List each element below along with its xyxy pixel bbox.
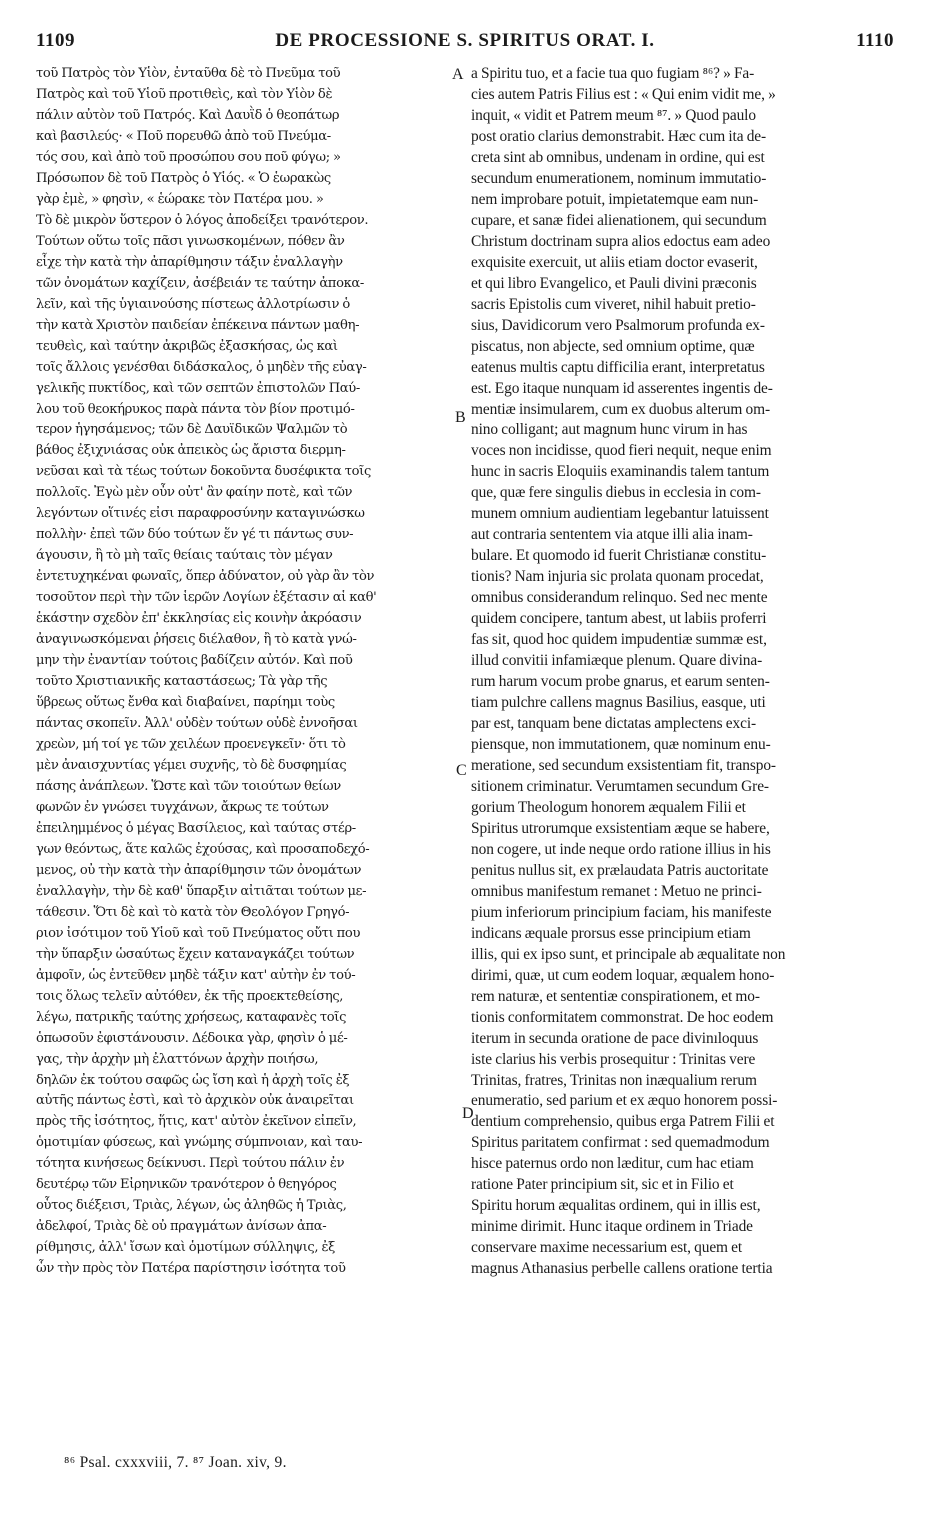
latin-text-line: illud convitii infamiæque plenum. Quare divina- — [471, 652, 763, 670]
latin-text-line: penitus nullus sit, ex prælaudata Patris auctoritate — [471, 861, 769, 879]
latin-text-line: non cogere, ut inde neque ordo ratione illius in his — [471, 840, 771, 858]
greek-text-line: ἐντετυχηκέναι φωναῖς, ὅπερ ἀδύνατον, οὐ γὰρ ἂν τὸν — [36, 569, 375, 585]
latin-text-line: enumeratio, sed parium et ex æquo honorem possi- — [471, 1092, 778, 1110]
greek-text-line: τοῖς ἄλλοις γενέσθαι διδάσκαλος, ὁ μηδὲν τῆς εὐαγ- — [36, 359, 367, 375]
margin-marker-d: D — [462, 1105, 474, 1122]
latin-text-line: que, quæ fere singulis diebus in ecclesia in com- — [471, 484, 761, 502]
latin-text-line: mentiæ insimularem, cum ex duobus alterum om- — [471, 400, 770, 418]
greek-text-column — [36, 64, 463, 1280]
greek-text-line: γὰρ ἐμὲ, » φησὶν, « ἑώρακε τὸν Πατέρα μου. » — [36, 191, 324, 207]
latin-text-line: nem improbare potuit, impietatemque eam nun- — [471, 190, 759, 208]
latin-text-line: eatenus multis captu difficilia erant, interpretatus — [471, 358, 765, 376]
latin-text-line: cupare, et sanæ fidei alienationem, qui secundum — [471, 211, 767, 229]
greek-text-line: νεῦσαι καὶ τὰ τέως τούτων δοκοῦντα δυσέφικτα τοῖς — [36, 464, 371, 480]
latin-text-line: hisce paternus ordo non læditur, cum hac etiam — [471, 1155, 754, 1173]
running-title: DE PROCESSIONE S. SPIRITUS ORAT. I. — [275, 30, 655, 51]
latin-text-line: ratione Pater principium sit, sic et in Filio et — [471, 1176, 734, 1194]
greek-text-line: τοις ὅλως τελεῖν αὐτόθεν, ἐκ τῆς προεκτεθείσης, — [36, 988, 344, 1004]
latin-text-line: par est, tanquam bene dictatas amplectens exci- — [471, 715, 757, 733]
greek-text-line: καὶ βασιλεύς· « Ποῦ πορευθῶ ἀπὸ τοῦ Πνεύμα- — [36, 128, 331, 144]
latin-text-line: voces non incidisse, quod fieri nequit, neque enim — [471, 442, 772, 460]
latin-text-line: gorium Theologum honorem æqualem Filii et — [471, 798, 746, 816]
greek-text-line: δευτέρῳ τῶν Εἰρηνικῶν τρανότερον ὁ θεηγόρος — [36, 1177, 337, 1193]
greek-text-line: δηλῶν ἐκ τούτου σαφῶς ὡς ἴση καὶ ἡ ἀρχὴ τοῖς ἐξ — [36, 1072, 350, 1088]
greek-text-line: ὁμοτιμίαν φύσεως, καὶ γνώμης σύμπνοιαν, καὶ ταυ- — [36, 1135, 363, 1151]
latin-text-line: sacris Epistolis cum viveret, nihil habuit pretio- — [471, 295, 756, 313]
greek-text-line: μην τὴν ἐναντίαν τούτοις βαδίζειν αὐτόν. Καὶ ποῦ — [36, 653, 353, 669]
greek-text-line: Πατρὸς καὶ τοῦ Υἱοῦ προτιθεὶς, καὶ τὸν Υἱὸν δὲ — [36, 86, 333, 102]
latin-text-line: secundum enumerationem, nominum immutatio- — [471, 169, 767, 187]
latin-text-line: aut contraria sententem via atque illi alia inam- — [471, 526, 753, 544]
latin-text-line: bulare. Et quomodo id fuerit Christianæ constitu- — [471, 547, 767, 565]
latin-text-line: iterum in secunda oratione de pace divinıloquus — [471, 1029, 759, 1047]
greek-text-line: Τὸ δὲ μικρὸν ὕστερον ὁ λόγος ἀποδείξει τρανότερον. — [36, 212, 369, 228]
greek-text-line: Πρόσωπον δὲ τοῦ Πατρὸς ὁ Υἱός. « Ὁ ἑωρακὼς — [36, 170, 331, 186]
latin-text-line: dirimi, quæ, ut cum eodem loquar, æqualem hono- — [471, 966, 775, 984]
greek-text-line: μενος, οὐ τὴν κατὰ τὴν ἀπαρίθμησιν τῶν ὀνομάτων — [36, 862, 362, 878]
greek-text-line: τός σου, καὶ ἀπὸ τοῦ προσώπου σου ποῦ φύγω; » — [36, 149, 341, 165]
greek-text-line: φωνῶν ἐν γνώσει τυγχάνων, ἄκρως τε τούτων — [36, 799, 329, 815]
latin-text-line: sius, Davidicorum vero Psalmorum profunda ex- — [471, 316, 765, 334]
margin-marker-c: C — [456, 762, 467, 779]
greek-text-line: τάθεσιν. Ὅτι δὲ καὶ τὸ κατὰ τὸν Θεολόγον Γρηγό- — [36, 904, 350, 920]
latin-text-line: tionis? Nam injuria sic prolata quonam procedat, — [471, 568, 764, 586]
greek-text-line: τὴν ὕπαρξιν ὡσαύτως ἔχειν καταναγκάζει τούτων — [36, 946, 355, 962]
greek-text-line: βάθος ἐξιχνιάσας οὐκ ἀπεικὸς ὡς ἄριστα διερμη- — [36, 443, 346, 459]
greek-text-line: άγουσιν, ἢ τὸ μὴ ταῖς θείαις ταύταις τὸν μέγαν — [36, 548, 333, 564]
greek-text-line: ὁπωσοῦν ἐφιστάνουσιν. Δέδοικα γὰρ, φησὶν ὁ μέ- — [36, 1030, 348, 1046]
latin-text-line: omnibus considerandum relinquo. Sed nec mente — [471, 589, 768, 607]
greek-text-line: πρὸς τῆς ἰσότητος, ἥτις, κατ' αὐτὸν ἐκεῖνον εἰπεῖν, — [36, 1114, 357, 1130]
latin-text-line: exquisite exercuit, ut aliis etiam doctor evaserit, — [471, 253, 758, 271]
greek-text-line: τερον ἡγησάμενος; τῶν δὲ Δαυϊδικῶν Ψαλμῶν τὸ — [36, 422, 348, 438]
latin-text-line: dentium comprehensio, quibus erga Patrem Filii et — [471, 1113, 775, 1131]
greek-text-line: πολλοῖς. Ἐγὼ μὲν οὖν οὐτ' ἂν φαίην ποτὲ, καὶ τῶν — [36, 485, 353, 501]
greek-text-line: λεγόντων οἵτινές εἰσι παραφροσύνην καταγινώσκω — [36, 506, 365, 522]
latin-text-line: Trinitas, fratres, Trinitas non inæqualium rerum — [471, 1071, 757, 1089]
greek-text-line: τοῦ Πατρὸς τὸν Υἱὸν, ἐνταῦθα δὲ τὸ Πνεῦμα τοῦ — [36, 66, 341, 81]
greek-text-line: πολλὴν· ἐπεὶ τῶν δύο τούτων ἕν γέ τι πάντως συν- — [36, 527, 354, 543]
greek-text-line: τοῦτο Χριστιανικῆς καταστάσεως; Τὰ γὰρ τῆς — [36, 674, 328, 690]
margin-marker-a: A — [452, 66, 464, 83]
latin-text-line: est. Ego itaque nunquam id asserentes ingentis de- — [471, 379, 773, 397]
greek-text-line: Τούτων οὕτω τοῖς πᾶσι γινωσκομένων, πόθεν ἂν — [36, 233, 345, 249]
greek-text-line: μὲν ἀναισχυντίας γέμει συχνῆς, τὸ δὲ δυσφημίας — [36, 757, 347, 773]
latin-text-line: post oratio clarius demonstrabit. Hæc cum ita de- — [471, 127, 767, 145]
latin-text-line: cies autem Patris Filius est : « Qui enim vidit me, » — [471, 85, 776, 103]
latin-text-line: meratione, sed secundum exsistentiam fit, transpo- — [471, 756, 776, 774]
greek-text-line: τότητα κινήσεως δείκνυσι. Περὶ τούτου πάλιν ἐν — [36, 1156, 345, 1172]
latin-text-line: fas sit, quod hoc quidem impudentiæ summæ est, — [471, 631, 767, 649]
latin-text-line: pium inferiorum principium faciam, his manifeste — [471, 903, 772, 921]
latin-text-line: nino colligant; aut magnum hunc virum in has — [471, 421, 748, 439]
greek-text-line: ὧν τὴν πρὸς τὸν Πατέρα παρίστησιν ἰσότητα τοῦ — [36, 1261, 346, 1277]
footnote: ⁸⁶ Psal. cxxxviii, 7. ⁸⁷ Joan. xiv, 9. — [64, 1454, 287, 1471]
greek-text-line: ἑκάστην σχεδὸν ἐπ' ἐκκλησίας εἰς κοινὴν ἀκρόασιν — [36, 611, 362, 627]
latin-text-line: inquit, « vidit et Patrem meum ⁸⁷. » Quod paulo — [471, 106, 756, 124]
latin-text-line: illis, qui ex ipso sunt, et principale ab æqualitate non — [471, 945, 786, 963]
greek-text-line: λου τοῦ θεοκήρυκος παρὰ πάντα τὸν βίον προτιμό- — [36, 401, 355, 417]
greek-text-line: πάντας σκοπεῖν. Ἀλλ' οὐδὲν τούτων οὐδὲ ἐννοῆσαι — [36, 716, 358, 732]
latin-text-line: sitionem criminatur. Verumtamen secundum Gre- — [471, 777, 769, 795]
greek-text-line: ἀδελφοί, Τριὰς δὲ οὐ πραγμάτων ἀνίσων ἀπα- — [36, 1219, 327, 1235]
margin-marker-b: B — [455, 409, 466, 426]
greek-text-line: χρεὼν, μή τοί γε τῶν χειλέων προενεγκεῖν· ὅτι τὸ — [36, 737, 346, 752]
latin-text-line: rem naturæ, et sententiæ conspirationem, et mo- — [471, 987, 760, 1005]
greek-text-line: πάλιν αὐτὸν τοῦ Πατρός. Καὶ Δαυῒδ ὁ θεοπάτωρ — [36, 107, 340, 123]
greek-text-line: οὗτος διέξεισι, Τριὰς, λέγων, ὡς ἀληθῶς ἡ Τριὰς, — [36, 1198, 347, 1214]
latin-text-line: rum harum vocum probe gnarus, et earum senten- — [471, 673, 770, 691]
latin-text-line: Christum doctrinam supra alios edoctus eam adeo — [471, 232, 771, 250]
greek-text-line: γελικῆς πυκτίδος, καὶ τῶν σεπτῶν ἐπιστολῶν Παύ- — [36, 380, 360, 396]
left-page-number: 1109 — [36, 30, 75, 51]
greek-text-line: τευθεὶς, καὶ ταύτην ἀκριβῶς ἐξασκήσας, ὡς καὶ — [36, 338, 338, 354]
latin-text-line: creta sint ab omnibus, undenam in ordine, qui est — [471, 148, 765, 166]
greek-text-line: γων θεόντως, ἅτε καλῶς ἐχούσας, καὶ προσαποδεχό- — [36, 841, 370, 857]
latin-text-line: Spiritus paritatem confirmat : sed quemadmodum — [471, 1134, 770, 1152]
latin-text-line: Spiritu horum æqualitas ordinem, qui in illis est, — [471, 1197, 761, 1215]
latin-text-line: a Spiritu tuo, et a facie tua quo fugiam ⁸⁶? » Fa- — [471, 65, 755, 82]
latin-text-line: piensque, non immutationem, quæ nominum enu- — [471, 736, 771, 753]
latin-text-line: quidem concipere, tantum abest, ut labiis proferri — [471, 610, 767, 628]
latin-text-line: conservare maxime necessarium est, quem et — [471, 1239, 743, 1257]
latin-text-line: Spiritus utrorumque exsistentiam æque se habere, — [471, 819, 770, 837]
greek-text-line: λεῖν, καὶ τῆς ὑγιαινούσης πίστεως ἀλλοτρίωσιν ὁ — [36, 296, 350, 312]
right-page-number: 1110 — [856, 30, 894, 51]
greek-text-line: ριον ἰσότιμον τοῦ Υἱοῦ καὶ τοῦ Πνεύματος οὔτι που — [36, 925, 361, 941]
latin-text-line: tiam pulchre callens magnus Basilius, easque, uti — [471, 694, 766, 712]
latin-text-line: minime dirimit. Hunc itaque ordinem in Triade — [471, 1218, 753, 1236]
greek-text-line: ρίθμησις, ἀλλ' ἴσων καὶ ὁμοτίμων σύλληψις, ἐξ — [36, 1240, 336, 1256]
latin-text-line: iste clarius his verbis prosequitur : Trinitas vere — [471, 1050, 756, 1068]
latin-text-line: tionis conformitatem commonstrat. De hoc eodem — [471, 1008, 774, 1026]
greek-text-line: λέγω, πατρικῆς ταύτης χρήσεως, καταφανὲς τοῖς — [36, 1009, 347, 1025]
latin-text-line: hunc in sacris Eloquiis examinandis talem tantum — [471, 463, 770, 481]
greek-text-line: τὴν κατὰ Χριστὸν παιδείαν ἐπέκεινα πάντων μαθη- — [36, 317, 360, 333]
running-header — [36, 30, 894, 60]
greek-text-line: ἐναλλαγὴν, τὴν δὲ καθ' ὕπαρξιν αἰτιᾶται τούτων με- — [36, 883, 367, 899]
latin-text-line: et qui libro Evangelico, et Pauli divini præconis — [471, 274, 757, 292]
greek-text-line: ὕβρεως οὕτως ἔνθα καὶ διαβαίνει, παρίημι τοὺς — [36, 695, 335, 711]
greek-text-line: τοσοῦτον περὶ τὴν τῶν ἱερῶν Λογίων ἐξέτασιν αἱ καθ' — [36, 590, 377, 606]
greek-text-line: αὐτῆς πάντως ἐστὶ, καὶ τὸ ἀρχικὸν οὐκ ἀναιρεῖται — [36, 1093, 354, 1109]
greek-text-line: γας, τὴν ἀρχὴν μὴ ἐλαττόνων ἀρχὴν ποιήσω, — [36, 1051, 319, 1067]
greek-text-line: πάσης ἀνάπλεων. Ὥστε καὶ τῶν τοιούτων θείων — [36, 778, 341, 794]
greek-text-line: τῶν ὀνομάτων καχίζειν, ἀσέβειάν τε ταύτην ἀποκα- — [36, 275, 364, 291]
greek-text-line: ἀμφοῖν, ὡς ἐντεῦθεν μηδὲ τάξιν κατ' αὐτὴν ἐν τού- — [36, 967, 356, 983]
latin-text-line: magnus Athanasius perbelle callens oratione tertia — [471, 1260, 773, 1278]
latin-text-line: indicans æquale prorsus esse principium etiam — [471, 924, 751, 942]
latin-text-line: piscatus, non abjecte, sed omnium optime, quæ — [471, 337, 755, 355]
latin-text-line: munem omnium audientiam legebantur latuissent — [471, 505, 769, 523]
greek-text-line: εἶχε τὴν κατὰ τὴν ἀπαρίθμησιν τάξιν ἐναλλαγὴν — [36, 254, 343, 270]
latin-text-column — [471, 64, 898, 1280]
greek-text-line: ἀναγινωσκόμεναι ῥήσεις διέλαθον, ἢ τὸ κατὰ γνώ- — [36, 632, 357, 648]
latin-text-line: omnibus manifestum remanet : Metuo ne princi- — [471, 882, 762, 900]
greek-text-line: ἐπειλημμένος ὁ μέγας Βασίλειος, καὶ ταύτας στέρ- — [36, 820, 356, 836]
